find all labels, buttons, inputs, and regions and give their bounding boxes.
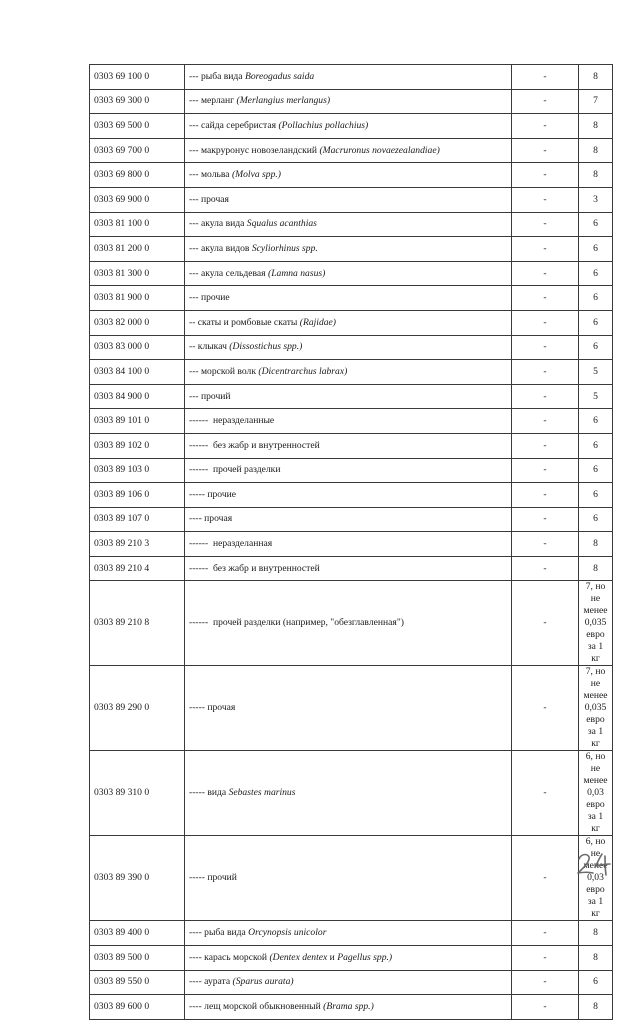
species-latin-name: Orcynopsis unicolor xyxy=(248,927,327,939)
description-cell xyxy=(185,163,512,188)
description-text: -- скаты и ромбовые скаты xyxy=(189,316,300,328)
duty-rate-cell xyxy=(579,261,613,286)
description-cell xyxy=(185,310,512,335)
excise-cell: - xyxy=(512,335,579,360)
description-text: и xyxy=(327,951,338,963)
duty-rate-line: 8 xyxy=(593,70,598,82)
description-text: -- клыкач xyxy=(189,341,230,353)
hs-code-cell: 0303 89 290 0 xyxy=(90,666,185,751)
description-text: --- акула сельдевая xyxy=(189,267,268,279)
duty-rate-line: 5 xyxy=(593,365,598,377)
duty-rate-cell xyxy=(579,163,613,188)
excise-cell: - xyxy=(512,921,579,946)
excise-cell: - xyxy=(512,89,579,114)
description-text: --- морской волк xyxy=(189,365,259,377)
duty-rate-line: 6 xyxy=(593,439,598,451)
duty-rate-cell xyxy=(579,409,613,434)
duty-rate-line: 8 xyxy=(593,951,598,963)
table-row xyxy=(90,335,613,360)
species-latin-name: (Molva spp.) xyxy=(231,169,281,181)
species-latin-name: (Dissostichus spp.) xyxy=(229,341,303,353)
table-row xyxy=(90,946,613,971)
duty-rate-line: 7, но не менее xyxy=(583,581,608,617)
excise-cell: - xyxy=(512,483,579,508)
hs-code-cell: 0303 69 800 0 xyxy=(90,163,185,188)
description-cell xyxy=(185,995,512,1020)
duty-rate-line: 6, но не менее xyxy=(583,836,608,872)
excise-cell: - xyxy=(512,556,579,581)
table-row xyxy=(90,237,613,262)
species-latin-name: Pagellus spp.) xyxy=(337,951,393,963)
duty-rate-line: 6 xyxy=(593,316,598,328)
species-latin-name: (Macruronus novaezealandiae) xyxy=(319,144,440,156)
description-cell xyxy=(185,261,512,286)
description-cell xyxy=(185,556,512,581)
species-latin-name: Squalus acanthias xyxy=(246,218,317,230)
table-row xyxy=(90,163,613,188)
duty-rate-cell xyxy=(579,187,613,212)
excise-cell: - xyxy=(512,286,579,311)
description-cell xyxy=(185,114,512,139)
table-row xyxy=(90,384,613,409)
hs-code-cell: 0303 69 100 0 xyxy=(90,65,185,90)
duty-rate-line: 8 xyxy=(593,538,598,550)
excise-cell: - xyxy=(512,409,579,434)
duty-rate-cell xyxy=(579,286,613,311)
excise-cell: - xyxy=(512,360,579,385)
description-text: --- прочие xyxy=(189,292,230,304)
description-text: ------ прочей разделки (например, "обезглавленная") xyxy=(189,617,404,629)
hs-code-cell: 0303 89 210 8 xyxy=(90,581,185,666)
hs-code-cell: 0303 82 000 0 xyxy=(90,310,185,335)
table-row xyxy=(90,261,613,286)
excise-cell: - xyxy=(512,751,579,836)
description-cell xyxy=(185,212,512,237)
description-text: ---- прочая xyxy=(189,513,233,525)
description-text: ------ неразделанная xyxy=(189,538,273,550)
description-cell xyxy=(185,458,512,483)
hs-code-cell: 0303 89 310 0 xyxy=(90,751,185,836)
duty-rate-cell xyxy=(579,458,613,483)
tariff-table-body xyxy=(90,65,613,1020)
description-cell xyxy=(185,751,512,836)
table-row xyxy=(90,114,613,139)
description-cell xyxy=(185,335,512,360)
excise-cell: - xyxy=(512,946,579,971)
table-row xyxy=(90,751,613,836)
table-row xyxy=(90,310,613,335)
description-text: --- макруронус новозеландский xyxy=(189,144,320,156)
hs-code-cell: 0303 81 200 0 xyxy=(90,237,185,262)
hs-code-cell: 0303 84 900 0 xyxy=(90,384,185,409)
duty-rate-cell xyxy=(579,114,613,139)
description-cell xyxy=(185,360,512,385)
duty-rate-cell xyxy=(579,507,613,532)
duty-rate-cell xyxy=(579,995,613,1020)
description-text: ----- прочие xyxy=(189,488,237,500)
duty-rate-line: 6 xyxy=(593,218,598,230)
table-row xyxy=(90,187,613,212)
duty-rate-line: 0,03 евро за 1 кг xyxy=(586,872,605,920)
excise-cell: - xyxy=(512,187,579,212)
duty-rate-line: 0,03 евро за 1 кг xyxy=(586,787,605,835)
duty-rate-line: 7, но не менее xyxy=(583,666,608,702)
description-text: ----- вида xyxy=(189,787,229,799)
duty-rate-line: 6 xyxy=(593,292,598,304)
excise-cell: - xyxy=(512,261,579,286)
table-row xyxy=(90,921,613,946)
table-row xyxy=(90,483,613,508)
hs-code-cell: 0303 69 500 0 xyxy=(90,114,185,139)
duty-rate-cell xyxy=(579,666,613,751)
description-text: --- акула видов xyxy=(189,242,252,254)
hs-code-cell: 0303 89 103 0 xyxy=(90,458,185,483)
species-latin-name: (Rajidae) xyxy=(299,316,336,328)
excise-cell: - xyxy=(512,836,579,921)
species-latin-name: (Lamna nasus) xyxy=(268,267,326,279)
description-text: --- рыба вида xyxy=(189,70,245,82)
duty-rate-cell xyxy=(579,970,613,995)
description-cell xyxy=(185,237,512,262)
description-text: ---- лещ морской обыкновенный xyxy=(189,1001,324,1013)
hs-code-cell: 0303 89 210 3 xyxy=(90,532,185,557)
species-latin-name: (Sparus aurata) xyxy=(232,976,294,988)
excise-cell: - xyxy=(512,995,579,1020)
description-cell xyxy=(185,65,512,90)
description-text: ------ прочей разделки xyxy=(189,464,281,476)
description-text: ----- прочий xyxy=(189,872,237,884)
description-cell xyxy=(185,581,512,666)
table-row xyxy=(90,138,613,163)
hs-code-cell: 0303 89 102 0 xyxy=(90,433,185,458)
duty-rate-line: 6 xyxy=(593,464,598,476)
duty-rate-cell xyxy=(579,483,613,508)
hs-code-cell: 0303 81 900 0 xyxy=(90,286,185,311)
excise-cell: - xyxy=(512,138,579,163)
description-text: ------ без жабр и внутренностей xyxy=(189,439,320,451)
description-cell xyxy=(185,384,512,409)
description-text: --- сайда серебристая xyxy=(189,119,279,131)
description-text: --- прочий xyxy=(189,390,231,402)
description-text: ------ неразделанные xyxy=(189,415,275,427)
duty-rate-cell xyxy=(579,433,613,458)
tariff-table xyxy=(89,64,613,1020)
excise-cell: - xyxy=(512,532,579,557)
table-row xyxy=(90,556,613,581)
duty-rate-cell xyxy=(579,360,613,385)
description-cell xyxy=(185,532,512,557)
hs-code-cell: 0303 89 106 0 xyxy=(90,483,185,508)
duty-rate-line: 8 xyxy=(593,119,598,131)
table-row xyxy=(90,65,613,90)
description-cell xyxy=(185,970,512,995)
excise-cell: - xyxy=(512,666,579,751)
table-row xyxy=(90,995,613,1020)
description-text: ----- прочая xyxy=(189,702,236,714)
description-cell xyxy=(185,836,512,921)
hs-code-cell: 0303 89 600 0 xyxy=(90,995,185,1020)
duty-rate-cell xyxy=(579,310,613,335)
duty-rate-line: 6 xyxy=(593,415,598,427)
excise-cell: - xyxy=(512,114,579,139)
excise-cell: - xyxy=(512,507,579,532)
duty-rate-line: 0,035 евро за 1 кг xyxy=(584,702,607,750)
hs-code-cell: 0303 89 390 0 xyxy=(90,836,185,921)
description-cell xyxy=(185,187,512,212)
duty-rate-cell xyxy=(579,556,613,581)
species-latin-name: (Brama spp.) xyxy=(323,1001,374,1013)
species-latin-name: Sebastes marinus xyxy=(228,787,296,799)
hs-code-cell: 0303 89 400 0 xyxy=(90,921,185,946)
table-row xyxy=(90,970,613,995)
duty-rate-line: 6 xyxy=(593,488,598,500)
table-row xyxy=(90,532,613,557)
duty-rate-line: 0,035 евро за 1 кг xyxy=(584,617,607,665)
duty-rate-line: 6 xyxy=(593,341,598,353)
description-cell xyxy=(185,89,512,114)
table-row xyxy=(90,581,613,666)
description-cell xyxy=(185,483,512,508)
duty-rate-line: 8 xyxy=(593,169,598,181)
excise-cell: - xyxy=(512,458,579,483)
description-text: --- мерланг xyxy=(189,95,237,107)
description-text: ---- рыба вида xyxy=(189,927,249,939)
species-latin-name: (Dicentrarchus labrax) xyxy=(258,365,348,377)
hs-code-cell: 0303 89 550 0 xyxy=(90,970,185,995)
duty-rate-cell xyxy=(579,532,613,557)
duty-rate-cell xyxy=(579,581,613,666)
species-latin-name: (Pollachius pollachius) xyxy=(278,119,369,131)
excise-cell: - xyxy=(512,163,579,188)
excise-cell: - xyxy=(512,581,579,666)
description-cell xyxy=(185,946,512,971)
duty-rate-cell xyxy=(579,212,613,237)
description-text: --- мольва xyxy=(189,169,232,181)
duty-rate-line: 6 xyxy=(593,242,598,254)
duty-rate-line: 8 xyxy=(593,1001,598,1013)
excise-cell: - xyxy=(512,970,579,995)
duty-rate-cell xyxy=(579,751,613,836)
table-row xyxy=(90,666,613,751)
handwritten-page-number xyxy=(575,848,615,878)
hs-code-cell: 0303 89 107 0 xyxy=(90,507,185,532)
table-row xyxy=(90,409,613,434)
species-latin-name: Boreogadus saida xyxy=(244,70,315,82)
hs-code-cell: 0303 89 101 0 xyxy=(90,409,185,434)
duty-rate-cell xyxy=(579,946,613,971)
hs-code-cell: 0303 69 900 0 xyxy=(90,187,185,212)
duty-rate-line: 8 xyxy=(593,562,598,574)
table-row xyxy=(90,458,613,483)
description-text: ---- карась морской xyxy=(189,951,270,963)
duty-rate-cell xyxy=(579,65,613,90)
duty-rate-line: 8 xyxy=(593,144,598,156)
table-row xyxy=(90,507,613,532)
table-row xyxy=(90,286,613,311)
excise-cell: - xyxy=(512,433,579,458)
description-text: --- прочая xyxy=(189,193,229,205)
table-row xyxy=(90,360,613,385)
description-cell xyxy=(185,666,512,751)
hs-code-cell: 0303 81 100 0 xyxy=(90,212,185,237)
excise-cell: - xyxy=(512,310,579,335)
duty-rate-line: 3 xyxy=(593,193,598,205)
hs-code-cell: 0303 83 000 0 xyxy=(90,335,185,360)
description-cell xyxy=(185,286,512,311)
duty-rate-line: 6 xyxy=(593,976,598,988)
excise-cell: - xyxy=(512,65,579,90)
table-row xyxy=(90,836,613,921)
description-cell xyxy=(185,138,512,163)
description-text: ---- аурата xyxy=(189,976,233,988)
hs-code-cell: 0303 69 700 0 xyxy=(90,138,185,163)
duty-rate-cell xyxy=(579,384,613,409)
hs-code-cell: 0303 84 100 0 xyxy=(90,360,185,385)
duty-rate-cell xyxy=(579,89,613,114)
duty-rate-cell xyxy=(579,921,613,946)
hs-code-cell: 0303 89 210 4 xyxy=(90,556,185,581)
excise-cell: - xyxy=(512,237,579,262)
duty-rate-cell xyxy=(579,138,613,163)
duty-rate-line: 7 xyxy=(593,95,598,107)
description-text: ------ без жабр и внутренностей xyxy=(189,562,320,574)
table-row xyxy=(90,212,613,237)
duty-rate-line: 6 xyxy=(593,513,598,525)
duty-rate-line: 6 xyxy=(593,267,598,279)
hs-code-cell: 0303 69 300 0 xyxy=(90,89,185,114)
duty-rate-line: 5 xyxy=(593,390,598,402)
description-cell xyxy=(185,507,512,532)
species-latin-name: (Dentex dentex xyxy=(269,951,328,963)
table-row xyxy=(90,89,613,114)
duty-rate-cell xyxy=(579,335,613,360)
species-latin-name: (Merlangius merlangus) xyxy=(236,95,331,107)
description-text: --- акула вида xyxy=(189,218,247,230)
excise-cell: - xyxy=(512,384,579,409)
description-cell xyxy=(185,433,512,458)
description-cell xyxy=(185,921,512,946)
duty-rate-line: 6, но не менее xyxy=(583,751,608,787)
excise-cell: - xyxy=(512,212,579,237)
species-latin-name: Scyliorhinus spp. xyxy=(251,242,318,254)
table-row xyxy=(90,433,613,458)
description-cell xyxy=(185,409,512,434)
hs-code-cell: 0303 81 300 0 xyxy=(90,261,185,286)
duty-rate-cell xyxy=(579,237,613,262)
duty-rate-line: 8 xyxy=(593,927,598,939)
hs-code-cell: 0303 89 500 0 xyxy=(90,946,185,971)
